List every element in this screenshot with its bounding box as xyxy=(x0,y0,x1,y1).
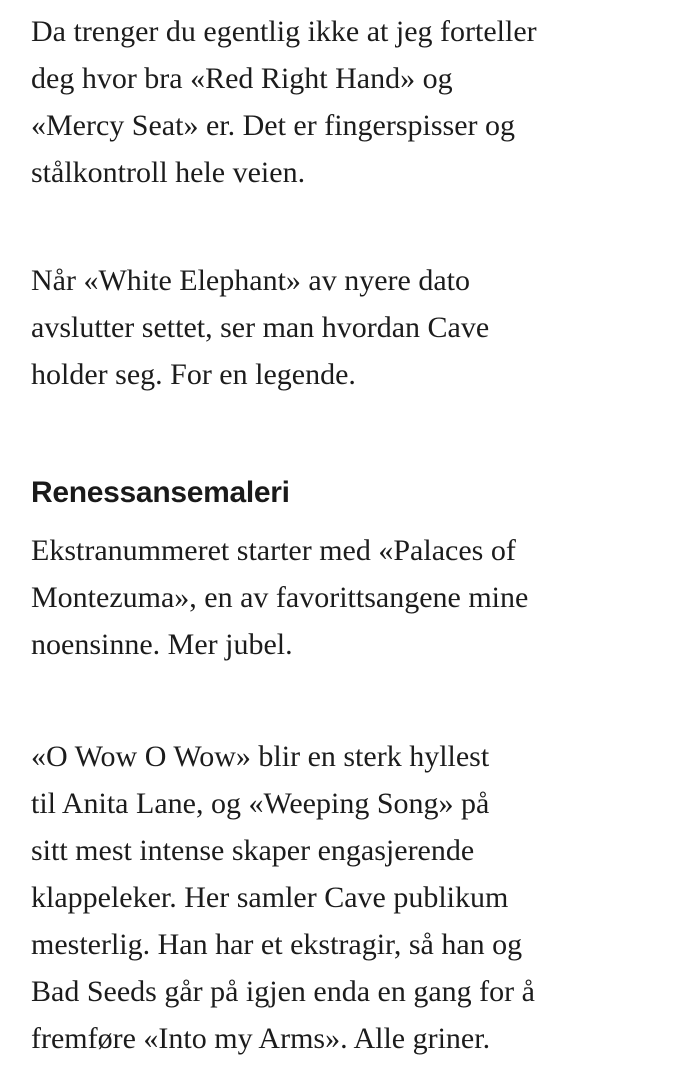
section-subheading: Renessansemaleri xyxy=(31,476,290,509)
article-paragraph: Da trenger du egentlig ikke at jeg forteller deg hvor bra «Red Right Hand» og «Mercy Seat» er. Det er fingerspisser og stålkontroll hele veien. xyxy=(31,15,537,189)
article-paragraph: Ekstranummeret starter med «Palaces of Montezuma», en av favorittsangene mine noensinne. Mer jubel. xyxy=(31,534,529,661)
article-paragraph: «O Wow O Wow» blir en sterk hyllest til Anita Lane, og «Weeping Song» på sitt mest intense skaper engasjerende klappeleker. Her samler Cave publikum mesterlig. Han har et ekstragir, så han og Bad Seeds går på igjen enda en gang for å fremføre «Into my Arms». Alle griner. xyxy=(31,740,535,1055)
article-paragraph: Når «White Elephant» av nyere dato avslutter settet, ser man hvordan Cave holder seg. For en legende. xyxy=(31,264,490,391)
